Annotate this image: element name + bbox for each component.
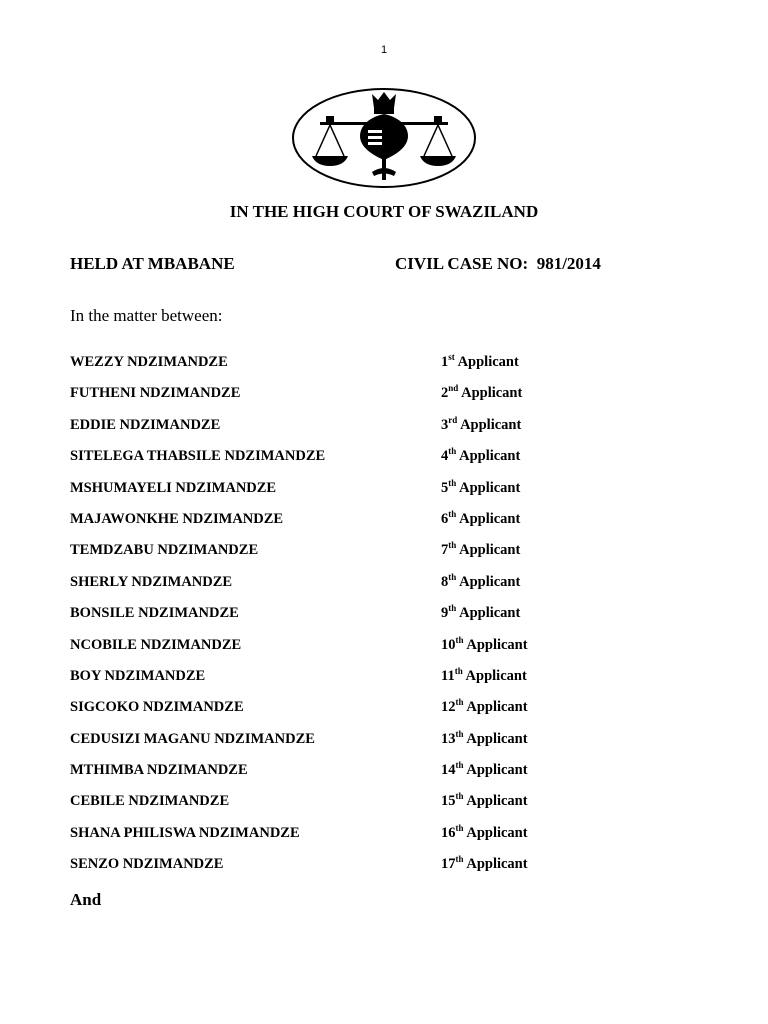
party-name: SITELEGA THABSILE NDZIMANDZE xyxy=(70,448,326,465)
party-row xyxy=(0,385,768,416)
party-row xyxy=(0,508,768,542)
party-row xyxy=(0,699,768,730)
party-name: NCOBILE NDZIMANDZE xyxy=(70,636,242,653)
party-name: SHANA PHILISWA NDZIMANDZE xyxy=(70,824,300,841)
party-row xyxy=(0,414,768,448)
party-role: 10th Applicant xyxy=(441,634,528,653)
party-row xyxy=(0,571,768,605)
party-row xyxy=(0,542,768,573)
party-role: 14th Applicant xyxy=(441,760,528,779)
party-row xyxy=(0,477,768,511)
party-row xyxy=(0,762,768,793)
party-name: TEMDZABU NDZIMANDZE xyxy=(70,542,259,559)
party-name: SHERLY NDZIMANDZE xyxy=(70,573,233,590)
party-role: 2nd Applicant xyxy=(441,383,523,402)
party-name: CEBILE NDZIMANDZE xyxy=(70,793,230,810)
party-role: 12th Applicant xyxy=(441,697,528,716)
party-role: 1st Applicant xyxy=(441,352,519,370)
matter-intro: In the matter between: xyxy=(70,306,223,325)
party-role: 13th Applicant xyxy=(441,728,528,747)
party-row xyxy=(0,665,768,699)
party-row xyxy=(0,856,768,887)
party-row xyxy=(0,728,768,762)
party-row xyxy=(0,634,768,668)
party-role: 4th Applicant xyxy=(441,446,521,465)
party-role: 3rd Applicant xyxy=(441,414,522,433)
held-at-label: HELD AT MBABANE xyxy=(70,254,235,273)
party-name: BOY NDZIMANDZE xyxy=(70,667,206,684)
party-name: MSHUMAYELI NDZIMANDZE xyxy=(70,479,277,496)
party-row xyxy=(0,448,768,479)
party-role: 16th Applicant xyxy=(441,822,528,841)
party-role: 15th Applicant xyxy=(441,791,528,810)
party-role: 7th Applicant xyxy=(441,540,521,559)
party-role: 11th Applicant xyxy=(441,665,527,684)
party-name: FUTHENI NDZIMANDZE xyxy=(70,385,241,402)
party-role: 5th Applicant xyxy=(441,477,521,496)
party-name: SIGCOKO NDZIMANDZE xyxy=(70,699,244,716)
party-name: SENZO NDZIMANDZE xyxy=(70,856,224,873)
party-row xyxy=(0,605,768,636)
court-title: IN THE HIGH COURT OF SWAZILAND xyxy=(229,202,539,221)
party-row xyxy=(0,793,768,824)
party-name: MTHIMBA NDZIMANDZE xyxy=(70,762,248,779)
case-number: CIVIL CASE NO: 981/2014 xyxy=(395,254,601,273)
page-number: 1 xyxy=(380,44,388,56)
parties-list xyxy=(0,354,768,888)
and-label: And xyxy=(70,890,102,909)
party-role: 8th Applicant xyxy=(441,571,521,590)
party-row xyxy=(0,354,768,385)
court-crest-logo xyxy=(290,86,478,190)
party-name: BONSILE NDZIMANDZE xyxy=(70,605,239,622)
party-role: 6th Applicant xyxy=(441,508,521,527)
party-name: CEDUSIZI MAGANU NDZIMANDZE xyxy=(70,730,315,747)
party-name: MAJAWONKHE NDZIMANDZE xyxy=(70,510,284,527)
party-name: EDDIE NDZIMANDZE xyxy=(70,416,221,433)
party-row xyxy=(0,822,768,856)
party-role: 9th Applicant xyxy=(441,603,521,622)
party-name: WEZZY NDZIMANDZE xyxy=(70,354,228,370)
party-role: 17th Applicant xyxy=(441,854,528,873)
